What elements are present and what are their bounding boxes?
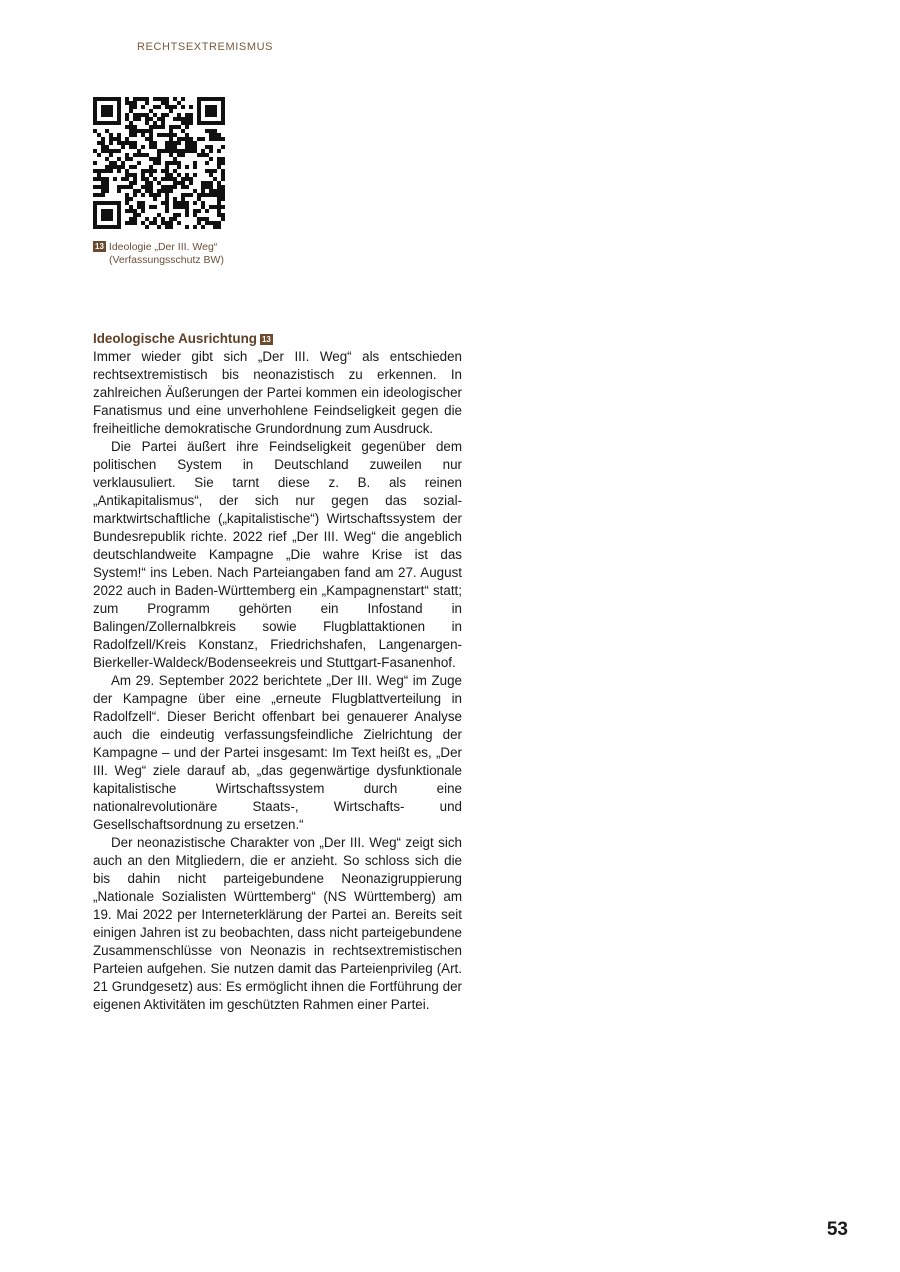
paragraph-2: Die Partei äußert ihre Feindseligkeit gegenüber dem politischen System in Deutschland zuweilen nur verklausuliert. Sie tarnt diese z. B. als reinen „Antikapitalismus“, der sich nur gegen das sozial-marktwirtschaftliche („kapitalistische“) Wirtschaftssystem der Bundesrepublik richte. 2022 rief „Der III. Weg“ die angeblich deutschlandweite Kampagne „Die wahre Krise ist das System!“ ins Leben. Nach Parteiangaben fand am 27. August 2022 auch in Baden-Württemberg ein „Kampagnenstart“ statt; zum Programm gehörten ein Infostand in Balingen/Zollernalbkreis sowie Flugblattaktionen in Radolfzell/Kreis Konstanz, Friedrichshafen, Langenargen-Bierkeller-Waldeck/Bodenseekreis und Stuttgart-Fasanenhof.: [93, 439, 462, 670]
paragraph-1: Immer wieder gibt sich „Der III. Weg“ als entschieden rechtsextremistisch bis neonazistisch zu erkennen. In zahlreichen Äußerungen der Partei kommen ein ideologischer Fanatismus und eine unverhohlene Feindseligkeit gegen die freiheitliche demokratische Grundordnung zum Ausdruck.: [93, 349, 462, 436]
section-header: RECHTSEXTREMISMUS: [137, 41, 274, 53]
caption-line-1: Ideologie „Der III. Weg“: [108, 241, 218, 253]
paragraph-4: Der neonazistische Charakter von „Der III. Weg“ zeigt sich auch an den Mitgliedern, die er anzieht. So schloss sich die bis dahin nicht parteigebundene Neonazigruppierung „Nationale Sozialisten Württemberg“ (NS Württemberg) am 19. Mai 2022 per Interneterklärung der Partei an. Bereits seit einigen Jahren ist zu beobachten, dass nicht parteigebundene Zusammenschlüsse von Neonazis in rechtsextremistischen Parteien aufgehen. Sie nutzen damit das Parteienprivileg (Art. 21 Grundgesetz) aus: Es ermöglicht ihnen die Fortführung der eigenen Aktivitäten im geschützten Rahmen einer Partei.: [93, 835, 462, 1012]
figure-reference-badge: 13: [260, 334, 273, 345]
article-body: [93, 330, 462, 1014]
section-title: [93, 330, 462, 348]
qr-code: [93, 97, 225, 229]
figure-caption: [93, 241, 293, 267]
page-number: 53: [826, 1219, 848, 1240]
caption-line-2: (Verfassungsschutz BW): [109, 254, 224, 266]
paragraph-3: Am 29. September 2022 berichtete „Der III. Weg“ im Zuge der Kampagne über eine „erneute Flugblattverteilung in Radolfzell“. Dieser Bericht offenbart bei genauerer Analyse auch die eindeutig verfassungsfeindliche Zielrichtung der Kampagne – und der Partei insgesamt: Im Text heißt es, „Der III. Weg“ ziele darauf ab, „das gegenwärtige dysfunktionale kapitalistische Wirtschaftssystem durch eine nationalrevolutionäre Staats-, Wirtschafts- und Gesellschaftsordnung zu ersetzen.“: [93, 673, 462, 832]
section-title-text: Ideologische Ausrichtung: [93, 331, 257, 346]
figure-number-badge: 13: [93, 241, 106, 252]
